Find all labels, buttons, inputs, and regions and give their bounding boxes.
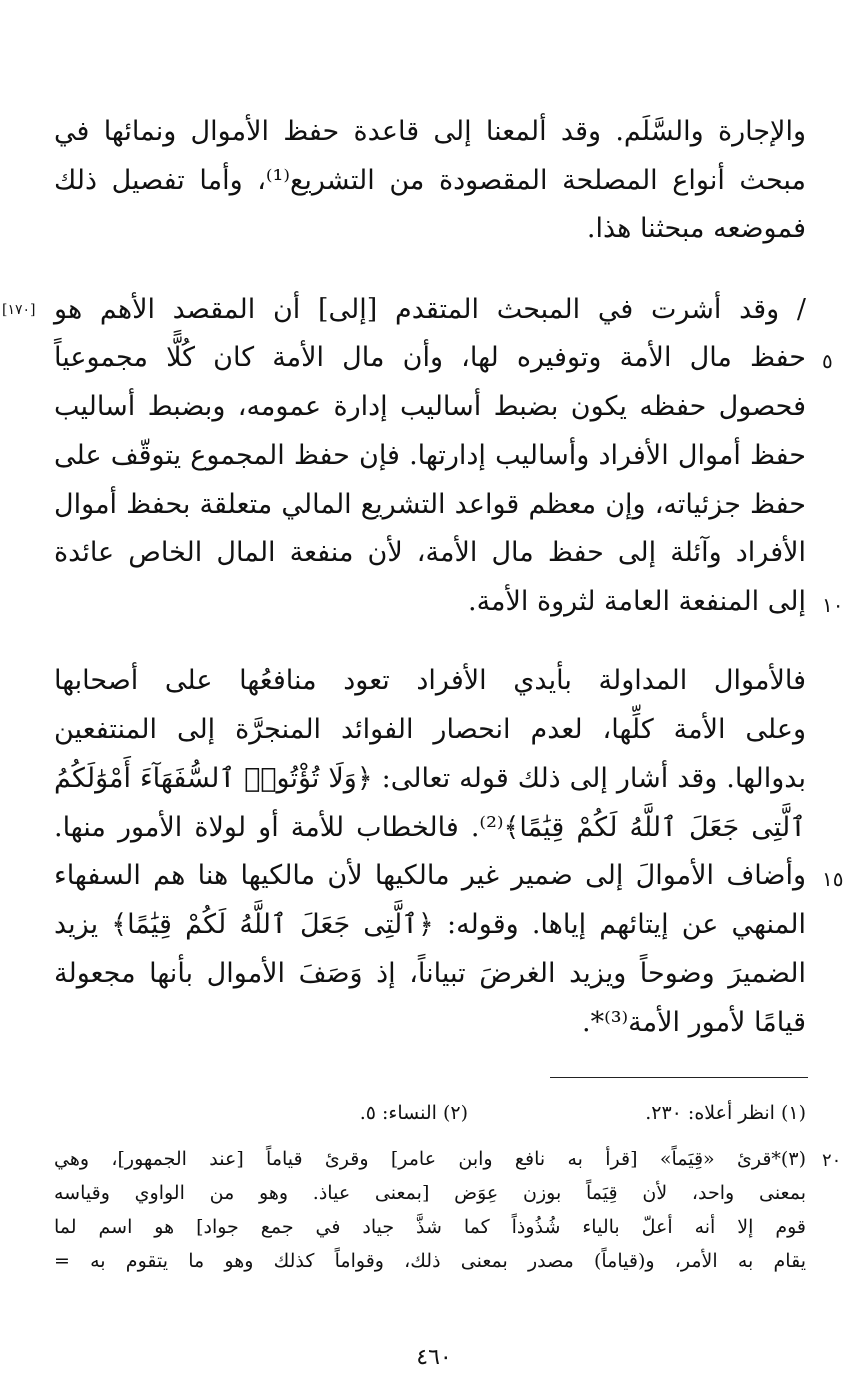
paragraph-3-line-4: ٱلَّتِى جَعَلَ ٱللَّهُ لَكُمْ قِيَٰمًا﴾⁽²⁾. فالخطاب للأمة أو لولاة الأمور منها. — [54, 812, 806, 843]
footnote-3-line-1: (٣)*قرئ «قِيَماً» [قرأ به نافع وابن عامر] وقرئ قياماً [عند الجمهور]، وهي — [54, 1148, 806, 1170]
paragraph-2-line-6: الأفراد وآئلة إلى حفظ مال الأمة، لأن منفعة المال الخاص عائدة — [54, 537, 806, 568]
line-number-10: ١٠ — [822, 593, 844, 617]
paragraph-2-line-7: إلى المنفعة العامة لثروة الأمة. — [467, 586, 806, 617]
paragraph-2-line-3: فحصول حفظه يكون بضبط أساليب إدارة عمومه، وبضبط أساليب — [54, 391, 806, 422]
margin-reference: [١٧٠] — [2, 302, 36, 318]
line-number-20: ٢٠ — [822, 1150, 842, 1171]
paragraph-3-line-6: المنهي عن إيتائهم إياها. وقوله: ﴿ٱلَّتِى جَعَلَ ٱللَّهُ لَكُمْ قِيَٰمًا﴾ يزيد — [54, 909, 806, 940]
footnote-3-line-4: يقام به الأمر، و(قياماً) مصدر بمعنى ذلك، وقواماً كذلك وهو ما يتقوم به = — [54, 1250, 806, 1272]
paragraph-2-line-2: حفظ مال الأمة وتوفيره لها، وأن مال الأمة كان كُلًّا مجموعياً — [54, 342, 806, 373]
paragraph-1-line-1: والإجارة والسَّلَم. وقد ألمعنا إلى قاعدة حفظ الأموال ونمائها في — [54, 116, 806, 147]
paragraph-3-line-1: فالأموال المداولة بأيدي الأفراد تعود منافعُها على أصحابها — [54, 665, 806, 696]
page-number: ٤٦٠ — [416, 1345, 452, 1370]
line-number-15: ١٥ — [822, 867, 844, 891]
paragraph-3-line-5: وأضاف الأموالَ إلى ضمير غير مالكيها لأن مالكيها هنا هم السفهاء — [54, 860, 806, 891]
footnote-2: (٢) النساء: ٥. — [359, 1102, 468, 1124]
line-number-5: ٥ — [822, 349, 833, 373]
paragraph-3-line-8: قيامًا لأمور الأمة⁽³⁾*. — [582, 1007, 806, 1038]
paragraph-1-line-2: مبحث أنواع المصلحة المقصودة من التشريع⁽¹⁾، وأما تفصيل ذلك — [54, 165, 806, 196]
paragraph-2-line-4: حفظ أموال الأفراد وأساليب إدارتها. فإن حفظ المجموع يتوقّف على — [54, 440, 806, 471]
paragraph-3-line-7: الضميرَ وضوحاً ويزيد الغرضَ تبياناً، إذ وَصَفَ الأموال بأنها مجعولة — [54, 958, 806, 989]
paragraph-2-line-5: حفظ جزئياته، وإن معظم قواعد التشريع المالي متعلقة بحفظ أموال — [54, 489, 806, 520]
paragraph-3-line-3: بدوالها. وقد أشار إلى ذلك قوله تعالى: ﴿وَلَا تُؤْتُوا۟ ٱلسُّفَهَآءَ أَمْوَٰلَكُمُ — [54, 763, 806, 794]
footnote-separator — [550, 1077, 808, 1078]
footnote-3-line-2: بمعنى واحد، لأن قِيَماً بوزن عِوَض [بمعنى عياذ. وهو من الواوي وقياسه — [54, 1182, 806, 1204]
paragraph-1-line-3: فموضعه مبحثنا هذا. — [586, 213, 806, 244]
footnote-3-line-3: قوم إلا أنه أعلّ بالياء شُذُوذاً كما شذَّ جياد في جمع جواد] هو اسم لما — [54, 1216, 806, 1238]
paragraph-3-line-2: وعلى الأمة كلِّها، لعدم انحصار الفوائد المنجرَّة إلى المنتفعين — [54, 714, 806, 745]
footnote-1: (١) انظر أعلاه: ٢٣٠. — [645, 1102, 806, 1124]
paragraph-2-line-1: / وقد أشرت في المبحث المتقدم [إلى] أن المقصد الأهم هو — [54, 294, 806, 325]
